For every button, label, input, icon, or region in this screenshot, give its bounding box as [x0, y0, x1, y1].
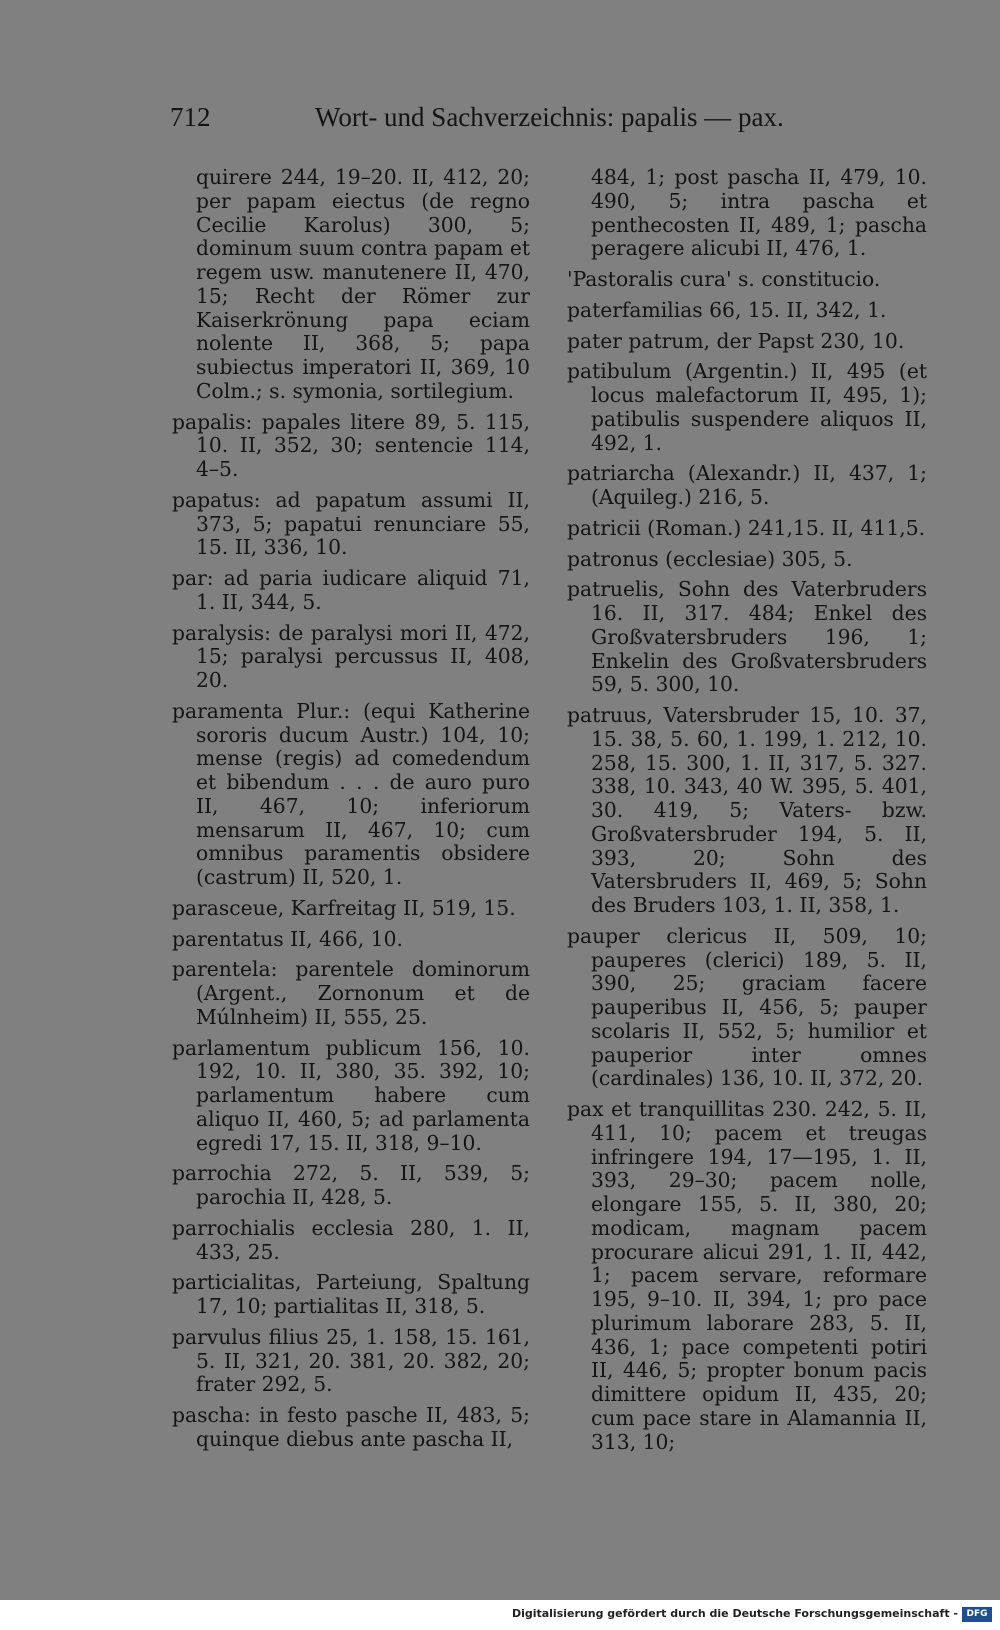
running-title: Wort- und Sachverzeichnis: papalis — pax.	[315, 102, 784, 132]
index-entry: patricii (Roman.) 241,15. II, 411,5.	[567, 515, 926, 540]
left-column	[172, 166, 530, 1459]
dfg-logo: DFG	[962, 1607, 992, 1622]
index-entry: quirere 244, 19–20. II, 412, 20; per papam eiectus (de regno Cecilie Karolus) 300, 5; dominum suum contra papam et regem usw. manutenere II, 470, 15; Recht der Römer zur Kaiserkrönung papa eciam nolente II, 368, 5; papa subiectus imperatori II, 369, 10 Colm.; s. symonia, sortilegium.	[196, 165, 530, 403]
footer-bar	[0, 1600, 1000, 1630]
index-entry: par: ad paria iudicare aliquid 71, 1. II, 344, 5.	[172, 566, 530, 614]
page-header	[170, 100, 792, 140]
index-entry: papatus: ad papatum assumi II, 373, 5; papatui renunciare 55, 15. II, 336, 10.	[172, 487, 530, 560]
index-entry: pascha: in festo pasche II, 483, 5; quinque diebus ante pascha II,	[172, 1403, 530, 1451]
index-entry: parrochialis ecclesia 280, 1. II, 433, 25.	[172, 1215, 530, 1264]
index-entry: patruus, Vatersbruder 15, 10. 37, 15. 38, 5. 60, 1. 199, 1. 212, 10. 258, 15. 300, 1. II, 317, 5. 327. 338, 10. 343, 40 W. 395, 5. 401, 30. 419, 5; Vaters- bzw. Großvatersbruder 194, 5. II, 393, 20; Sohn des Vatersbruders II, 469, 5; Sohn des Bruders 103, 1. II, 358, 1.	[567, 703, 927, 917]
index-entry: paterfamilias 66, 15. II, 342, 1.	[567, 297, 887, 322]
index-entry: patriarcha (Alexandr.) II, 437, 1; (Aquileg.) 216, 5.	[567, 461, 927, 509]
index-entry: pater patrum, der Papst 230, 10.	[567, 328, 905, 353]
index-entry: pax et tranquillitas 230. 242, 5. II, 411, 10; pacem et treugas infringere 194, 17—195, 1. II, 393, 29–30; pacem nolle, elongare 155, 5. II, 380, 20; modicam, magnam pacem procurare alicui 291, 1. II, 442, 1; pacem servare, reformare 195, 9–10. II, 394, 1; pro pace plurimum laborare 283, 5. II, 436, 1; pace competenti potiri II, 446, 5; propter bonum pacis dimittere opidum II, 435, 20; cum pace stare in Alamannia II, 313, 10;	[567, 1097, 927, 1454]
index-entry: paralysis: de paralysi mori II, 472, 15; paralysi percussus II, 408, 20.	[172, 620, 530, 692]
index-entry: parlamentum publicum 156, 10. 192, 10. II, 380, 35. 392, 10; parlamentum habere cum aliquo II, 460, 5; ad parlamenta egredi 17, 15. II, 318, 9–10.	[172, 1035, 530, 1155]
index-entry: 484, 1; post pascha II, 479, 10. 490, 5; intra pascha et penthecosten II, 489, 1; pascha peragere alicubi II, 476, 1.	[591, 165, 927, 261]
index-entry: parvulus filius 25, 1. 158, 15. 161, 5. II, 321, 20. 381, 20. 382, 20; frater 292, 5.	[172, 1324, 530, 1397]
index-entry: paramenta Plur.: (equi Katherine sororis ducum Austr.) 104, 10; mense (regis) ad comedendum et bibendum . . . de auro puro II, 467, 10; inferiorum mensarum II, 467, 10; cum omnibus paramentis obsidere (castrum) II, 520, 1.	[172, 698, 530, 889]
index-entry: patronus (ecclesiae) 305, 5.	[567, 546, 853, 571]
index-entry: parrochia 272, 5. II, 539, 5; parochia II, 428, 5.	[172, 1161, 530, 1209]
index-entry: parentatus II, 466, 10.	[172, 926, 403, 951]
right-column	[567, 166, 927, 1461]
index-entry: pauper clericus II, 509, 10; pauperes (clerici) 189, 5. II, 390, 25; graciam facere pauperibus II, 456, 5; pauper scolaris II, 552, 5; humilior et pauperior inter omnes (cardinales) 136, 10. II, 372, 20.	[567, 923, 927, 1091]
index-entry: 'Pastoralis cura' s. constitucio.	[567, 267, 881, 291]
index-entry: parasceue, Karfreitag II, 519, 15.	[172, 895, 516, 920]
page-number: 712	[170, 102, 211, 132]
index-entry: patruelis, Sohn des Vaterbruders 16. II, 317. 484; Enkel des Großvatersbruders 196, 1; Enkelin des Großvatersbruders 59, 5. 300, 10.	[567, 577, 927, 697]
index-entry: papalis: papales litere 89, 5. 115, 10. II, 352, 30; sentencie 114, 4–5.	[172, 409, 530, 481]
funding-note: Digitalisierung gefördert durch die Deutsche Forschungsgemeinschaft -	[511, 1607, 958, 1620]
index-entry: particialitas, Parteiung, Spaltung 17, 10; partialitas II, 318, 5.	[172, 1270, 530, 1318]
index-entry: patibulum (Argentin.) II, 495 (et locus malefactorum II, 495, 1); patibulis suspendere aliquos II, 492, 1.	[567, 359, 927, 455]
index-entry: parentela: parentele dominorum (Argent., Zornonum et de Múlnheim) II, 555, 25.	[172, 957, 530, 1029]
